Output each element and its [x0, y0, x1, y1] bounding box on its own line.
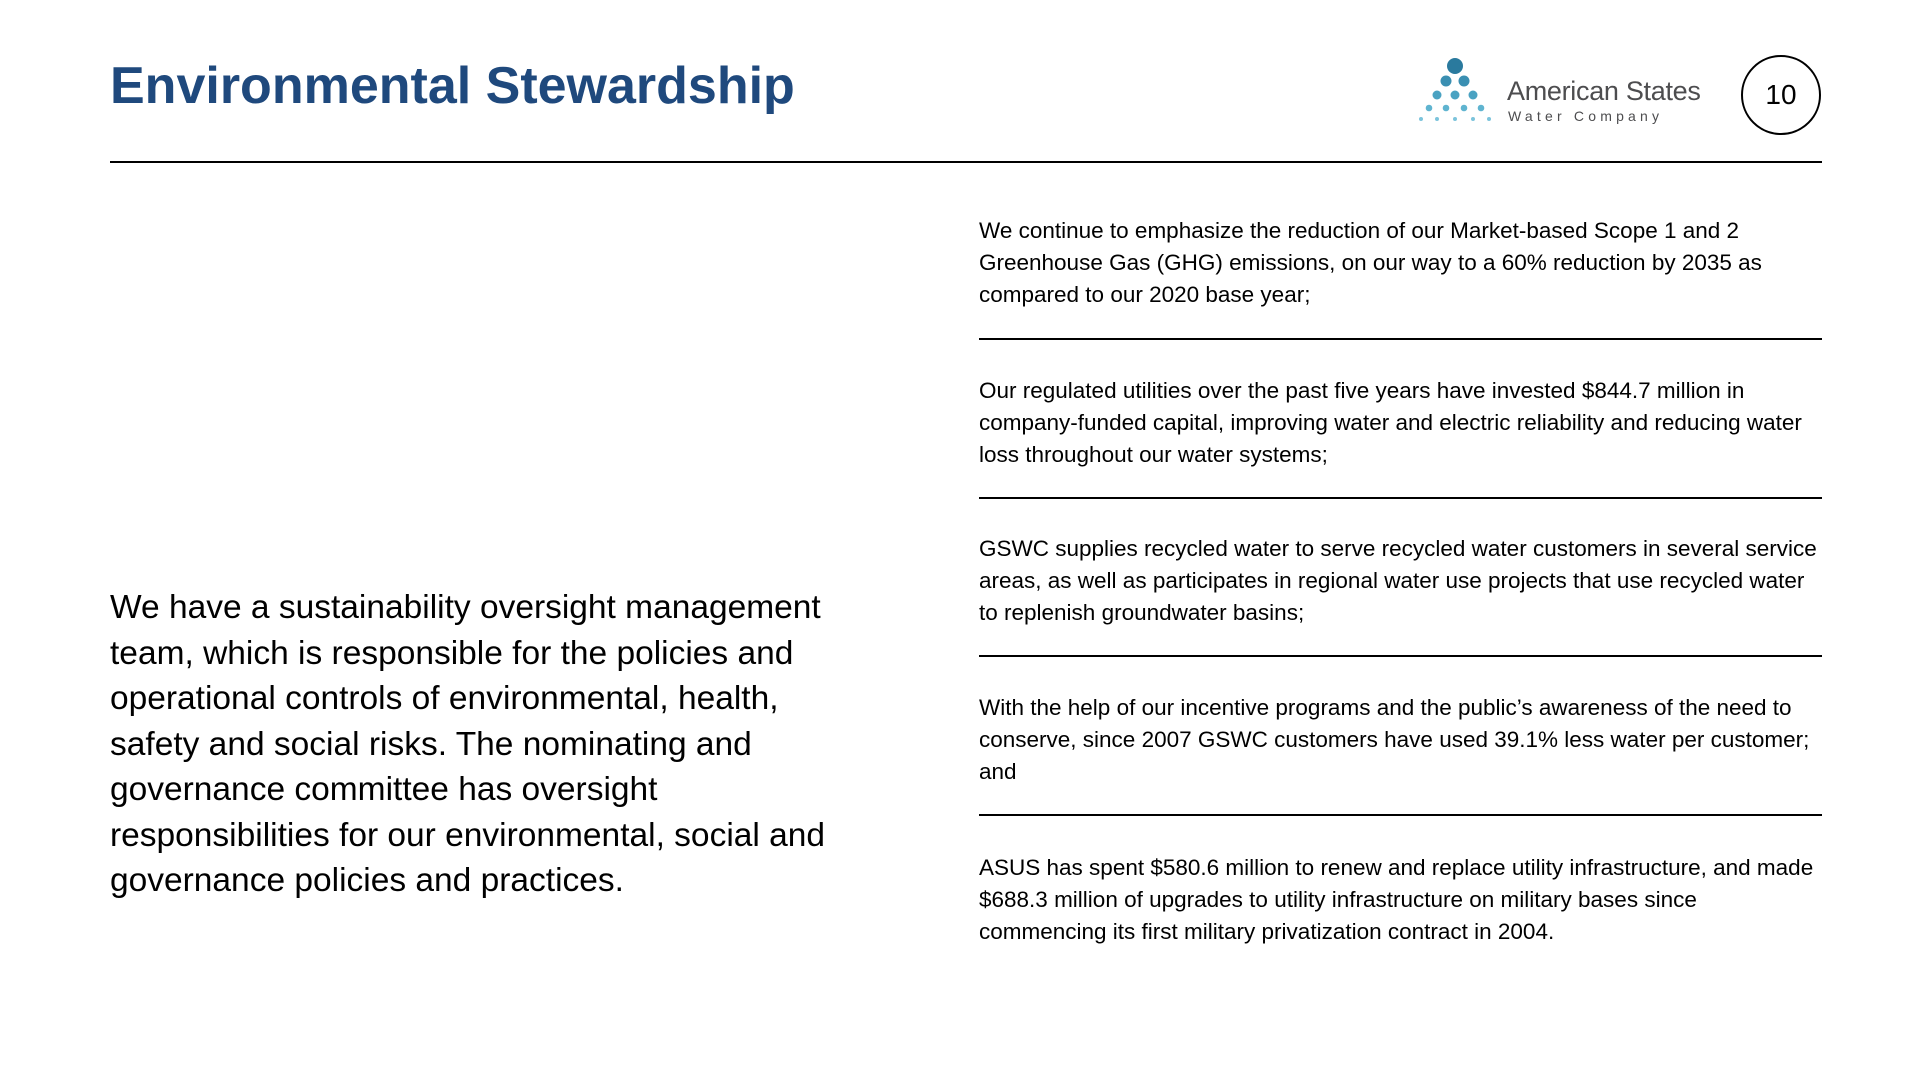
page-number-badge [1741, 55, 1821, 135]
highlight-divider [979, 338, 1822, 340]
header-divider [110, 161, 1822, 163]
page-number: 10 [1765, 79, 1797, 110]
highlight-item: With the help of our incentive programs and the public’s awareness of the need to conserve, since 2007 GSWC customers have used 39.1% less water per customer; and [979, 695, 1810, 784]
highlight-item: GSWC supplies recycled water to serve recycled water customers in several service areas, as well as participates in regional water use projects that use recycled water to replenish groundwater basins; [979, 536, 1817, 625]
highlight-item: ASUS has spent $580.6 million to renew and replace utility infrastructure, and made $688.3 million of upgrades to utility infrastructure on military bases since commencing its first military privatization contract in 2004. [979, 855, 1814, 944]
highlight-item: We continue to emphasize the reduction of our Market-based Scope 1 and 2 Greenhouse Gas (GHG) emissions, on our way to a 60% reduction by 2035 as compared to our 2020 base year; [979, 218, 1762, 307]
company-logo [1415, 56, 1715, 128]
oversight-statement: We have a sustainability oversight management team, which is responsible for the policies and operational controls of environmental, health, safety and social risks. The nominating and governance committee has oversight responsibilities for our environmental, social and governance policies and practices. [110, 589, 826, 899]
highlight-divider [979, 497, 1822, 499]
highlight-divider [979, 655, 1822, 657]
highlight-divider [979, 814, 1822, 816]
page-title: Environmental Stewardship [110, 57, 795, 115]
logo-company-name: American States [1507, 76, 1701, 106]
water-drops-logo-icon [1415, 56, 1495, 126]
highlight-item: Our regulated utilities over the past five years have invested $844.7 million in company-funded capital, improving water and electric reliability and reducing water loss throughout our water systems; [979, 378, 1802, 467]
logo-company-subtitle: Water Company [1508, 108, 1664, 124]
